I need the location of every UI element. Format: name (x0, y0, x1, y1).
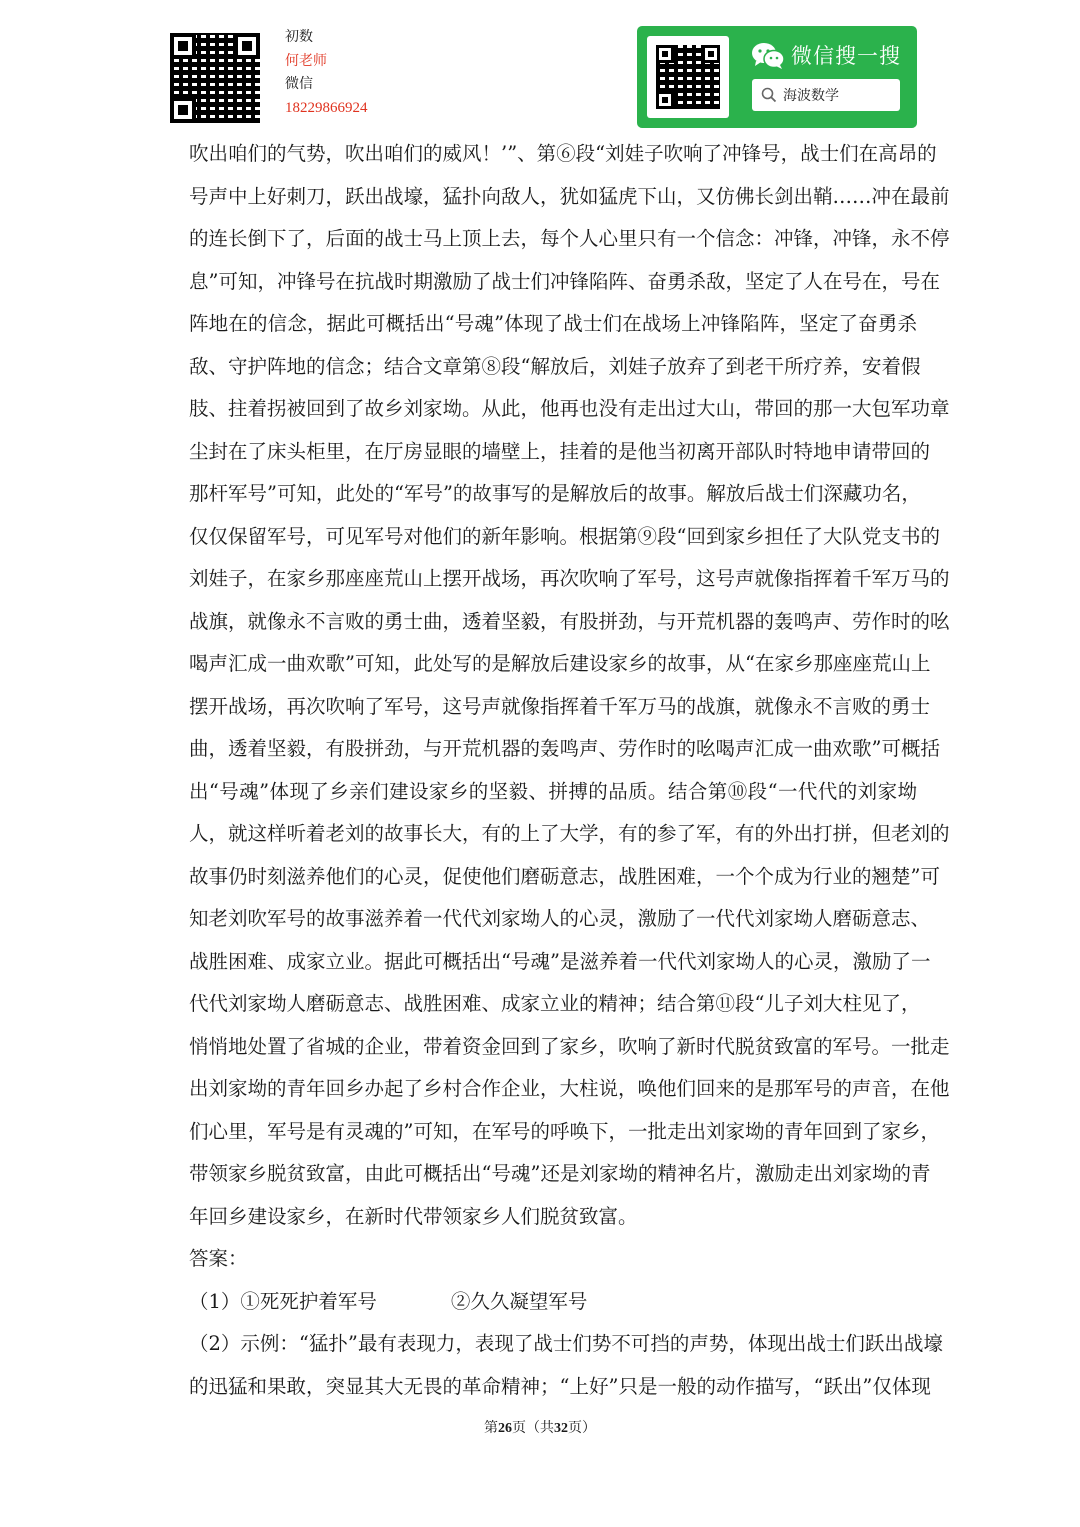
paragraph-line: 战旗，就像永不言败的勇士曲，透着坚毅，有股拼劲，与开荒机器的轰鸣声、劳作时的吆 (189, 609, 950, 633)
page-header (0, 0, 1080, 132)
paragraph-line: 代代刘家坳人磨砺意志、战胜困难、成家立业的精神；结合第⑪段“儿子刘大柱见了， (189, 992, 921, 1015)
footer-middle: 页（共 (512, 1420, 554, 1436)
contact-info (285, 26, 368, 120)
paragraph-line: 敌、守护阵地的信念；结合文章第⑧段“解放后，刘娃子放弃了到老干所疗养，安着假 (189, 354, 921, 378)
qr-finder-icon (170, 33, 196, 59)
paragraph-line: 出“号魂”体现了乡亲们建设家乡的坚毅、拼搏的品质。结合第⑩段“一代代的刘家坳 (189, 779, 917, 803)
answer-2-line: （2）示例：“猛扑”最有表现力，表现了战士们势不可挡的声势，体现出战士们跃出战壕 (189, 1332, 943, 1355)
qr-finder-icon (234, 33, 260, 59)
wechat-logo-icon (751, 42, 785, 70)
total-pages: 32 (554, 1421, 568, 1436)
paragraph-line: 息”可知，冲锋号在抗战时期激励了战士们冲锋陷阵、奋勇杀敌，坚定了人在号在，号在 (189, 269, 940, 293)
subject-label: 初数 (285, 29, 313, 45)
answer-1 (189, 1281, 917, 1324)
qr-finder-icon (656, 91, 674, 109)
search-text: 海波数学 (783, 88, 839, 104)
paragraph-line: 曲，透着坚毅，有股拼劲，与开荒机器的轰鸣声、劳作时的吆喝声汇成一曲欢歌”可概括 (189, 737, 940, 760)
qr-code-left (170, 33, 260, 123)
qr-code-right (656, 45, 720, 109)
paragraph-line: 刘娃子，在家乡那座座荒山上摆开战场，再次吹响了军号，这号声就像指挥着千军万马的 (189, 567, 950, 590)
wechat-search-card[interactable] (637, 26, 917, 128)
answer-2-line: 的迅猛和果敢，突显其大无畏的革命精神；“上好”只是一般的动作描写，“跃出”仅体现 (189, 1374, 931, 1398)
paragraph-line: 吹出咱们的气势，吹出咱们的威风！’”、第⑥段“刘娃子吹响了冲锋号，战士们在高昂的 (189, 142, 937, 165)
teacher-name: 何老师 (285, 52, 327, 69)
answer-1-a: （1）①死死护着军号 (189, 1289, 377, 1313)
answer-1-b: ②久久凝望军号 (450, 1289, 588, 1313)
search-icon (761, 87, 777, 103)
wechat-search-box[interactable] (752, 79, 900, 111)
phone-number: 18229866924 (285, 99, 368, 116)
paragraph-line: 喝声汇成一曲欢歌”可知，此处写的是解放后建设家乡的故事，从“在家乡那座座荒山上 (189, 652, 931, 675)
paragraph-line: 尘封在了床头柜里，在厅房显眼的墙壁上，挂着的是他当初离开部队时特地申请带回的 (189, 439, 931, 463)
footer-prefix: 第 (484, 1420, 498, 1436)
paragraph-line: 号声中上好刺刀，跃出战壕，猛扑向敌人，犹如猛虎下山，又仿佛长剑出鞘……冲在最前 (189, 184, 950, 208)
qr-finder-icon (170, 97, 196, 123)
answer-label: 答案： (189, 1247, 248, 1270)
paragraph-line: 仅仅保留军号，可见军号对他们的新年影响。根据第⑨段“回到家乡担任了大队党支书的 (189, 524, 940, 548)
qr-finder-icon (702, 45, 720, 63)
footer-suffix: 页） (568, 1420, 596, 1436)
wechat-label: 微信 (285, 76, 313, 92)
paragraph-line: 带领家乡脱贫致富，由此可概括出“号魂”还是刘家坳的精神名片，激励走出刘家坳的青 (189, 1162, 931, 1185)
paragraph-line: 战胜困难、成家立业。据此可概括出“号魂”是滋养着一代代刘家坳人的心灵，激励了一 (189, 949, 931, 973)
wechat-search-title: 微信搜一搜 (791, 44, 901, 68)
document-body (189, 133, 950, 1408)
paragraph-line: 摆开战场，再次吹响了军号，这号声就像指挥着千军万马的战旗，就像永不言败的勇士 (189, 694, 931, 718)
paragraph-line: 那杆军号”可知，此处的“军号”的故事写的是解放后的故事。解放后战士们深藏功名， (189, 482, 921, 505)
paragraph-line: 肢、拄着拐被回到了故乡刘家坳。从此，他再也没有走出过大山，带回的那一大包军功章 (189, 397, 950, 420)
paragraph-line: 出刘家坳的青年回乡办起了乡村合作企业，大柱说，唤他们回来的是那军号的声音，在他 (189, 1077, 950, 1100)
paragraph-line: 阵地在的信念，据此可概括出“号魂”体现了战士们在战场上冲锋陷阵，坚定了奋勇杀 (189, 312, 917, 335)
page-footer (0, 1417, 1080, 1437)
paragraph-line: 的连长倒下了，后面的战士马上顶上去，每个人心里只有一个信念：冲锋，冲锋，永不停 (189, 227, 950, 250)
paragraph-line: 年回乡建设家乡，在新时代带领家乡人们脱贫致富。 (189, 1204, 638, 1228)
paragraph-line: 们心里，军号是有灵魂的”可知，在军号的呼唤下，一批走出刘家坳的青年回到了家乡， (189, 1119, 940, 1143)
page-number: 26 (498, 1421, 512, 1436)
paragraph-line: 人，就这样听着老刘的故事长大，有的上了大学，有的参了军，有的外出打拼，但老刘的 (189, 822, 950, 845)
paragraph-line: 悄悄地处置了省城的企业，带着资金回到了家乡，吹响了新时代脱贫致富的军号。一批走 (189, 1034, 950, 1058)
qr-finder-icon (656, 45, 674, 63)
paragraph-line: 知老刘吹军号的故事滋养着一代代刘家坳人的心灵，激励了一代代刘家坳人磨砺意志、 (189, 907, 931, 930)
wechat-qr-box (647, 36, 729, 118)
paragraph-line: 故事仍时刻滋养他们的心灵，促使他们磨砺意志，战胜困难，一个个成为行业的翘楚”可 (189, 864, 940, 888)
